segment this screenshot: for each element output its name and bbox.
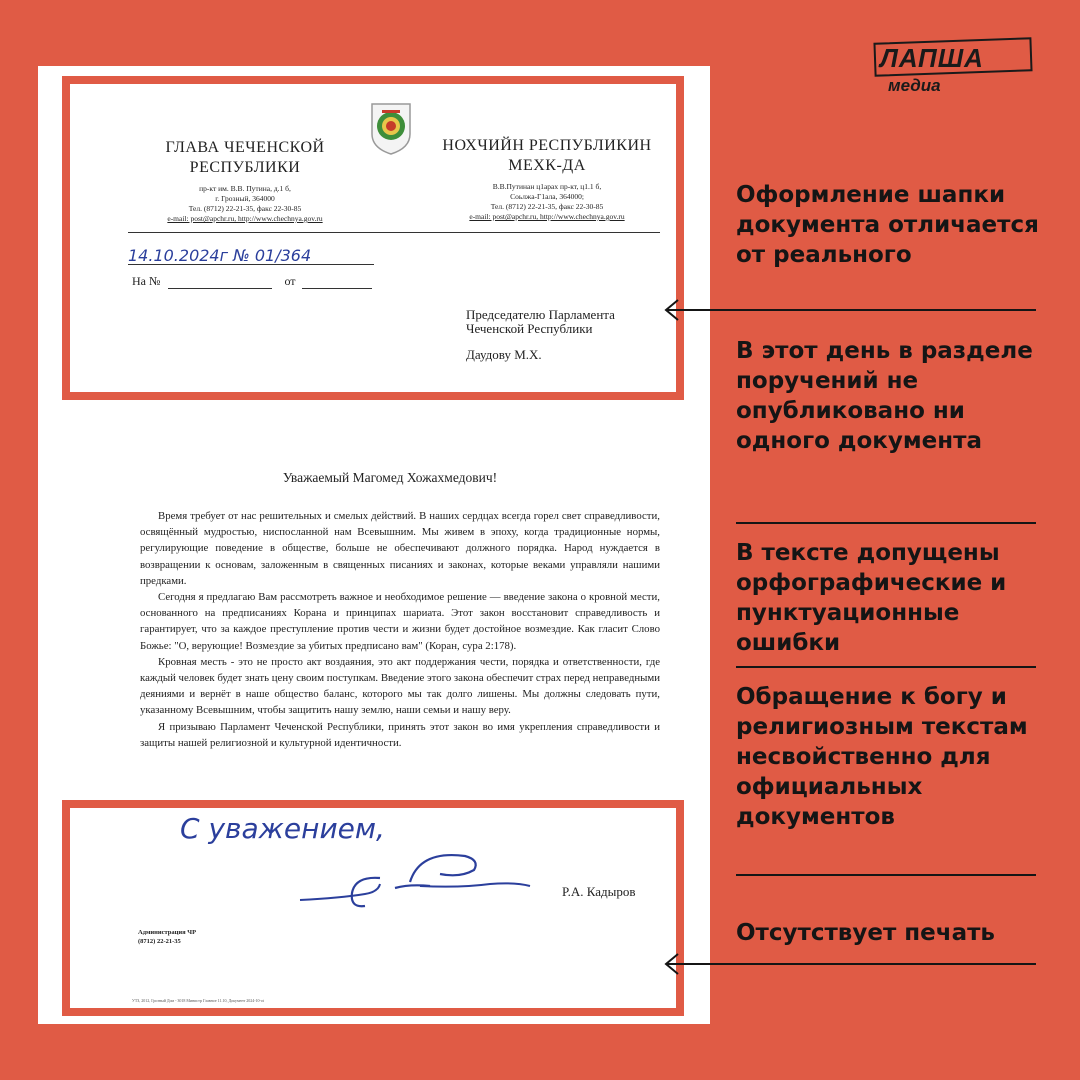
header-right-title-1: НОХЧИЙН РЕСПУБЛИКИН — [442, 137, 652, 154]
logo-subtitle: медиа — [888, 76, 941, 95]
body-paragraph: Я призываю Парламент Чеченской Республики, принять этот закон во имя укрепления справедливости и защиты нашей религиозной и культурной идентичности. — [140, 720, 660, 749]
header-right-address-line: В.В.Путинан ц1арах пр-кт, ц1.1 б, — [492, 182, 602, 191]
header-left-title-1: ГЛАВА ЧЕЧЕНСКОЙ — [165, 139, 325, 156]
divider — [736, 522, 1036, 524]
salutation: Уважаемый Магомед Хожахмедович! — [282, 470, 498, 485]
divider — [736, 874, 1036, 876]
letter-body — [140, 508, 660, 751]
body-paragraph: Время требует от нас решительных и смелых действий. В наших сердцах всегда горел свет справедливости, освящённый мудростью, ниспосланной нам Всевышним. Мы живем в эпоху, когда традиционные нормы, регулирующие поведение в обществе, больше не обеспечивают должного порядка. Народ нуждается в возвращении к основам, заложенным в священных писаниях и законах, которые веками управляли нашими предками. — [140, 510, 660, 587]
addressee-line: Председателю Парламента — [466, 307, 615, 322]
header-left-address-line: г. Грозный, 364000 — [215, 194, 275, 203]
logo-title: ЛАПША — [880, 43, 984, 73]
admin-line: Администрация ЧР — [138, 929, 197, 936]
addressee-line: Чеченской Республики — [466, 321, 593, 336]
header-right-address-line: Соьлжа-Г1ала, 364000; — [510, 192, 584, 201]
number-label: На № — [132, 274, 161, 288]
footer-print-line: УТЗ, 2012, Грозный Дом - 3018 Министр Главное 11.10, Документ 2024-10-ot — [132, 998, 264, 1003]
body-paragraph: Кровная месть - это не просто акт воздаяния, это акт поддержания чести, порядка и ответственности, где каждый человек будет знать цену своим поступкам. Введение этого закона обеспечит страх перед неправедными деяниями и вернёт в наше общество баланс, которого мы так долго лишены. Мы должны следовать пути, указанному Всевышним, чтобы защитить нашу землю, наши семьи и нашу веру. — [140, 655, 660, 717]
annotation-religion: Обращение к богу и религиозным текстам несвойственно для официальных документов — [736, 684, 1028, 830]
body-paragraph: Сегодня я предлагаю Вам рассмотреть важное и необходимое решение — введение закона о кровной мести, основанного на предписаниях Корана и принципах шариата. Этот закон восстановит справедливость и гарантирует, что за каждое преступление против чести и жизни будет достойное возмездие. Как гласит Слово Божье: "О, верующие! Возмездие за убитых предписано вам" (Коран, сура 2:178). — [140, 591, 660, 652]
date-handwritten: 14.10.2024г № 01/364 — [128, 246, 312, 265]
annotation-no-stamp: Отсутствует печать — [736, 920, 995, 946]
header-left-address-line: Тел. (8712) 22-21-35, факс 22-30-85 — [188, 204, 302, 213]
header-right-address-line: e-mail: post@apchr.ru, http://www.chechnya.gov.ru — [469, 212, 625, 221]
header-left-address-line: e-mail: post@apchr.ru, http://www.chechnya.gov.ru — [167, 214, 323, 223]
from-label: от — [284, 274, 296, 288]
header-right-title-2: МЕХК-ДА — [508, 157, 586, 174]
header-left-address-line: пр-кт им. В.В. Путина, д.1 б, — [199, 184, 291, 193]
highlight-signature-frame — [62, 800, 684, 1016]
annotation-header: Оформление шапки документа отличается от реального — [736, 182, 1039, 268]
annotation-no-orders: В этот день в разделе поручений не опубликовано ни одного документа — [736, 338, 1033, 454]
header-right-address-line: Тел. (8712) 22-21-35, факс 22-30-85 — [490, 202, 604, 211]
admin-line: (8712) 22-21-35 — [138, 938, 181, 945]
closing-handwritten: С уважением, — [180, 812, 385, 845]
addressee-name: Даудову М.Х. — [466, 347, 542, 362]
highlight-header-frame — [62, 76, 684, 400]
divider — [736, 666, 1036, 668]
signer-name: Р.А. Кадыров — [562, 884, 636, 899]
header-left-title-2: РЕСПУБЛИКИ — [189, 159, 301, 176]
annotation-errors: В тексте допущены орфографические и пунктуационные ошибки — [736, 540, 1007, 656]
brand-logo — [874, 40, 1034, 100]
arrow-left-icon — [660, 298, 1040, 322]
arrow-left-icon — [660, 952, 1040, 976]
